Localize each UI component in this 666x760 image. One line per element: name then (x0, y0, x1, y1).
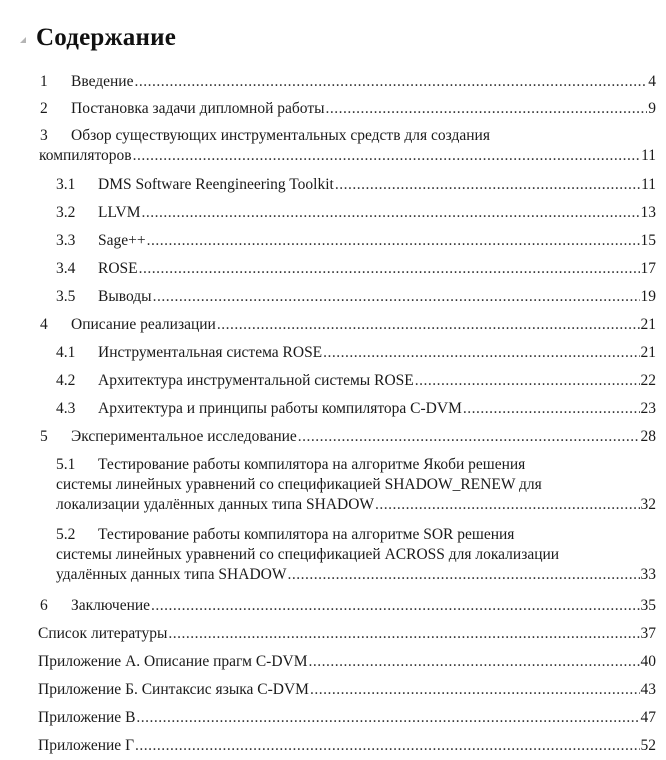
entry-page: 40 (640, 653, 656, 670)
entry-number: 5.2 (56, 526, 76, 543)
toc-entry-3-2[interactable] (56, 203, 656, 223)
dot-leader (142, 203, 640, 223)
entry-title-line1: Тестирование работы компилятора на алгоритме SOR решения (98, 526, 515, 543)
dot-leader (309, 652, 640, 672)
dot-leader (135, 736, 639, 756)
toc-entry-1[interactable] (40, 72, 656, 92)
dot-leader (168, 624, 639, 644)
dot-leader (136, 708, 639, 728)
dot-leader (310, 680, 640, 700)
toc-heading (20, 24, 176, 52)
entry-number: 4.1 (56, 344, 76, 361)
dot-leader (147, 231, 640, 251)
toc-entry-bibliography[interactable] (38, 624, 656, 644)
entry-title: Описание реализации (71, 316, 216, 333)
entry-title-line2: компиляторов (39, 147, 132, 164)
entry-page: 22 (640, 372, 656, 389)
entry-page: 17 (640, 260, 656, 277)
entry-title: Приложение Г (38, 737, 135, 754)
entry-page: 52 (640, 737, 656, 754)
entry-title: Выводы (98, 288, 152, 305)
toc-entry-3-3[interactable] (56, 231, 656, 251)
entry-title: Приложение А. Описание прагм C-DVM (38, 653, 308, 670)
entry-page: 37 (640, 625, 656, 642)
entry-page: 28 (640, 428, 656, 445)
entry-page: 32 (640, 496, 656, 513)
entry-page: 19 (640, 288, 656, 305)
entry-title: Приложение Б. Синтаксис языка C-DVM (38, 681, 309, 698)
toc-entry-4-2[interactable] (56, 371, 656, 391)
entry-page: 33 (640, 566, 656, 583)
dot-leader (133, 146, 640, 166)
entry-number: 5 (40, 428, 48, 445)
entry-title-line3: локализации удалённых данных типа SHADOW (56, 496, 375, 513)
dot-leader (323, 343, 639, 363)
entry-page: 43 (640, 681, 656, 698)
toc-entry-4-3[interactable] (56, 399, 656, 419)
dot-leader (298, 427, 640, 447)
dot-leader (153, 287, 640, 307)
dot-leader (287, 565, 639, 585)
dot-leader (151, 596, 639, 616)
entry-page: 11 (641, 147, 656, 164)
entry-title-line3: удалённых данных типа SHADOW (56, 566, 287, 583)
entry-number: 1 (40, 73, 48, 90)
entry-title: Список литературы (38, 625, 168, 642)
entry-number: 3.3 (56, 232, 76, 249)
dot-leader (463, 399, 640, 419)
entry-page: 9 (648, 100, 656, 117)
dot-leader (326, 99, 648, 119)
toc-entry-appendix-a[interactable] (38, 652, 656, 672)
entry-page: 21 (640, 344, 656, 361)
entry-title: Постановка задачи дипломной работы (71, 100, 325, 117)
toc-entry-5-2[interactable] (56, 525, 656, 585)
entry-number: 3.4 (56, 260, 76, 277)
entry-number: 4 (40, 316, 48, 333)
entry-title: Sage++ (98, 232, 146, 249)
entry-title-line1: Тестирование работы компилятора на алгоритме Якоби решения (98, 456, 526, 473)
toc-entry-5-1[interactable] (56, 455, 656, 515)
dot-leader (415, 371, 640, 391)
entry-number: 2 (40, 100, 48, 117)
entry-page: 35 (640, 597, 656, 614)
toc-entry-4-1[interactable] (56, 343, 656, 363)
entry-title: DMS Software Reengineering Toolkit (98, 176, 334, 193)
entry-title: Архитектура и принципы работы компилятора C-DVM (98, 400, 462, 417)
entry-number: 6 (40, 597, 48, 614)
toc-entry-3[interactable] (40, 126, 656, 166)
entry-number: 3 (40, 127, 48, 144)
toc-entry-6[interactable] (40, 596, 656, 616)
entry-title: Архитектура инструментальной системы ROSE (98, 372, 414, 389)
entry-title-line1: Обзор существующих инструментальных средств для создания (71, 127, 490, 144)
toc-entry-3-4[interactable] (56, 259, 656, 279)
dot-leader (375, 495, 639, 515)
toc-entry-appendix-b[interactable] (38, 680, 656, 700)
toc-entry-3-1[interactable] (56, 175, 656, 195)
toc-entry-4[interactable] (40, 315, 656, 335)
toc-entry-2[interactable] (40, 99, 656, 119)
entry-number: 3.1 (56, 176, 76, 193)
entry-page: 21 (640, 316, 656, 333)
entry-title: Введение (71, 73, 134, 90)
toc-entry-appendix-v[interactable] (38, 708, 656, 728)
toc-entry-appendix-g[interactable] (38, 736, 656, 756)
entry-title: Инструментальная система ROSE (98, 344, 323, 361)
toc-entry-3-5[interactable] (56, 287, 656, 307)
entry-page: 11 (641, 176, 656, 193)
dot-leader (139, 259, 640, 279)
dot-leader (217, 315, 640, 335)
entry-title: ROSE (98, 260, 138, 277)
entry-title-line2: системы линейных уравнений со спецификацией SHADOW_RENEW для (56, 476, 542, 493)
entry-page: 15 (640, 232, 656, 249)
entry-number: 5.1 (56, 456, 76, 473)
entry-page: 13 (640, 204, 656, 221)
entry-page: 23 (640, 400, 656, 417)
entry-title: LLVM (98, 204, 141, 221)
entry-number: 4.3 (56, 400, 76, 417)
toc-entry-5[interactable] (40, 427, 656, 447)
entry-number: 3.2 (56, 204, 76, 221)
dot-leader (335, 175, 640, 195)
entry-title: Приложение В (38, 709, 136, 726)
entry-title: Экспериментальное исследование (71, 428, 297, 445)
entry-number: 3.5 (56, 288, 76, 305)
entry-title-line2: системы линейных уравнений со спецификацией ACROSS для локализации (56, 546, 560, 563)
toc-title: Содержание (36, 24, 177, 51)
triangle-collapse-icon[interactable] (20, 37, 26, 43)
entry-page: 4 (648, 73, 656, 90)
dot-leader (134, 72, 647, 92)
entry-title: Заключение (71, 597, 151, 614)
entry-number: 4.2 (56, 372, 76, 389)
entry-page: 47 (640, 709, 656, 726)
